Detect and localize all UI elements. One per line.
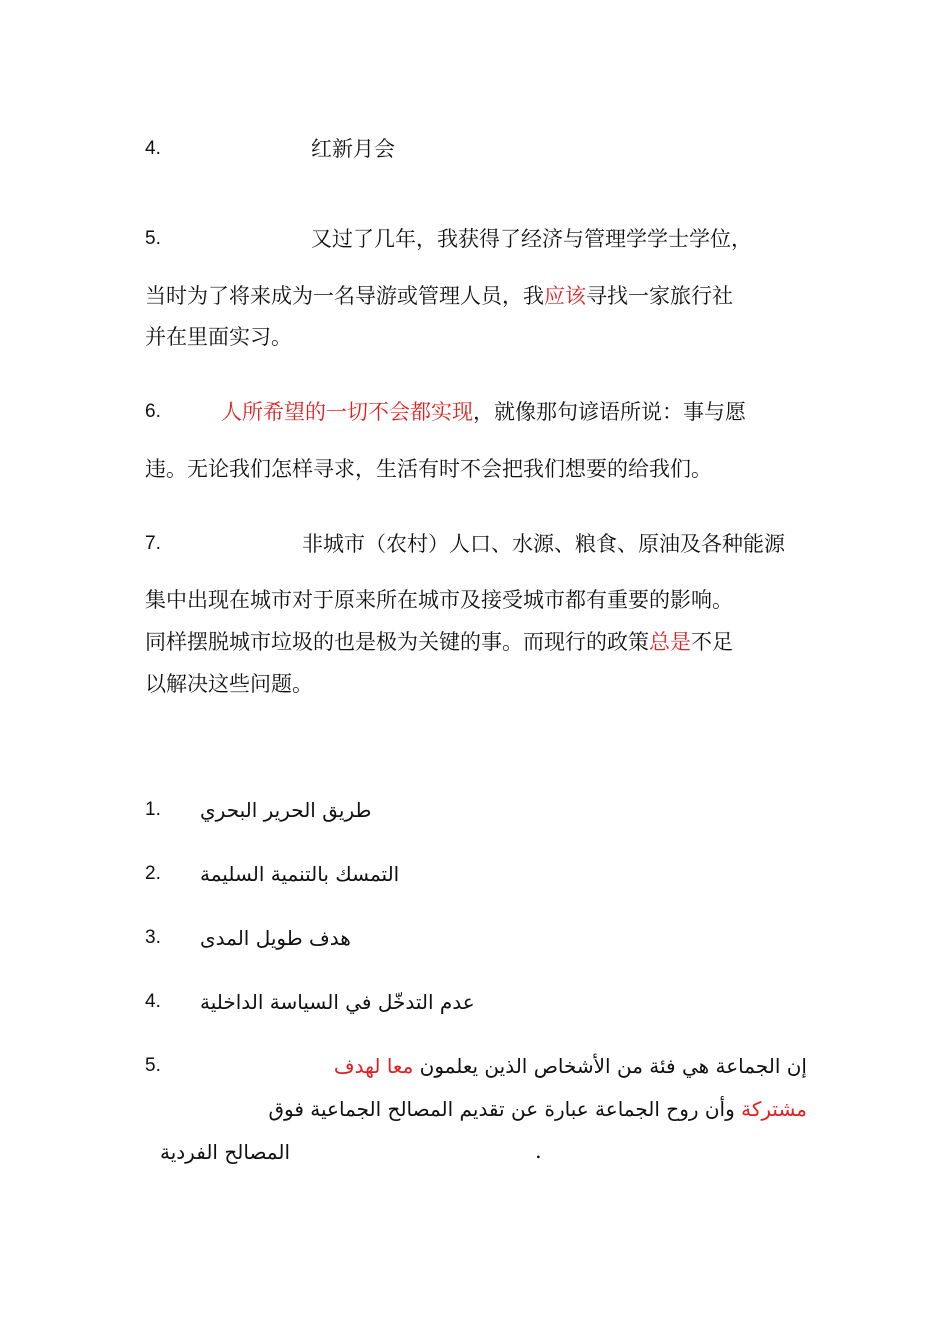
ar-item-5-end-dot: . [535, 1139, 542, 1163]
ar-item-5-highlight-2: مشتركة [741, 1097, 807, 1121]
ar-item-5-highlight-1: معا لهدف [333, 1054, 414, 1078]
ar-item-1-text: طريق الحرير البحري [200, 798, 372, 822]
ar-item-3-number: 3. [145, 927, 161, 948]
ar-item-3-text: هدف طويل المدى [200, 926, 351, 950]
zh-item-5-line-2-rest: 寻找一家旅行社 [586, 284, 733, 308]
zh-item-5-number: 5. [145, 228, 161, 249]
zh-item-7-line-3-text: 同样摆脱城市垃圾的也是极为关键的事。而现行的政策 [145, 630, 649, 654]
zh-item-7-line-2: 集中出现在城市对于原来所在城市及接受城市都有重要的影响。 [145, 588, 733, 612]
zh-item-7-highlight: 总是 [649, 630, 691, 654]
zh-item-4-number: 4. [145, 138, 161, 159]
zh-item-6-line-1 [221, 398, 746, 426]
zh-item-5-line-3: 并在里面实习。 [145, 325, 292, 349]
ar-item-1-number: 1. [145, 799, 161, 820]
ar-item-4-text: عدم التدخّل في السياسة الداخلية [200, 990, 475, 1014]
zh-item-7-line-4: 以解决这些问题。 [145, 672, 313, 696]
zh-item-5-line-2-text: 当时为了将来成为一名导游或管理人员，我 [145, 284, 544, 308]
zh-item-5-line-2 [145, 282, 733, 310]
zh-item-6-line-1-rest: ，就像那句谚语所说：事与愿 [473, 400, 746, 424]
ar-item-5-number: 5. [145, 1055, 161, 1076]
zh-item-6-highlight: 人所希望的一切不会都实现 [221, 400, 473, 424]
ar-item-5-line-1-text: إن الجماعة هي فئة من الأشخاص الذين يعلمون [413, 1054, 807, 1078]
ar-item-2-number: 2. [145, 863, 161, 884]
zh-item-6-line-2: 违。无论我们怎样寻求，生活有时不会把我们想要的给我们。 [145, 457, 712, 481]
zh-item-5-highlight: 应该 [544, 284, 586, 308]
ar-item-5-line-2 [269, 1094, 807, 1124]
zh-item-4-text: 红新月会 [311, 137, 395, 161]
ar-item-5-line-3: المصالح الفردية [159, 1140, 290, 1164]
zh-item-7-number: 7. [145, 533, 161, 554]
ar-item-2-text: التمسك بالتنمية السليمة [200, 862, 400, 886]
zh-item-6-number: 6. [145, 401, 161, 422]
ar-item-5-line-2-text: وأن روح الجماعة عبارة عن تقديم المصالح الجماعية فوق [268, 1097, 742, 1121]
zh-item-7-line-3 [145, 628, 733, 656]
zh-item-7-line-3-rest: 不足 [691, 630, 733, 654]
zh-item-7-line-1: 非城市（农村）人口、水源、粮食、原油及各种能源 [302, 532, 785, 556]
ar-item-5-line-1 [334, 1051, 807, 1081]
ar-item-4-number: 4. [145, 991, 161, 1012]
zh-item-5-line-1: 又过了几年，我获得了经济与管理学学士学位， [311, 227, 752, 251]
